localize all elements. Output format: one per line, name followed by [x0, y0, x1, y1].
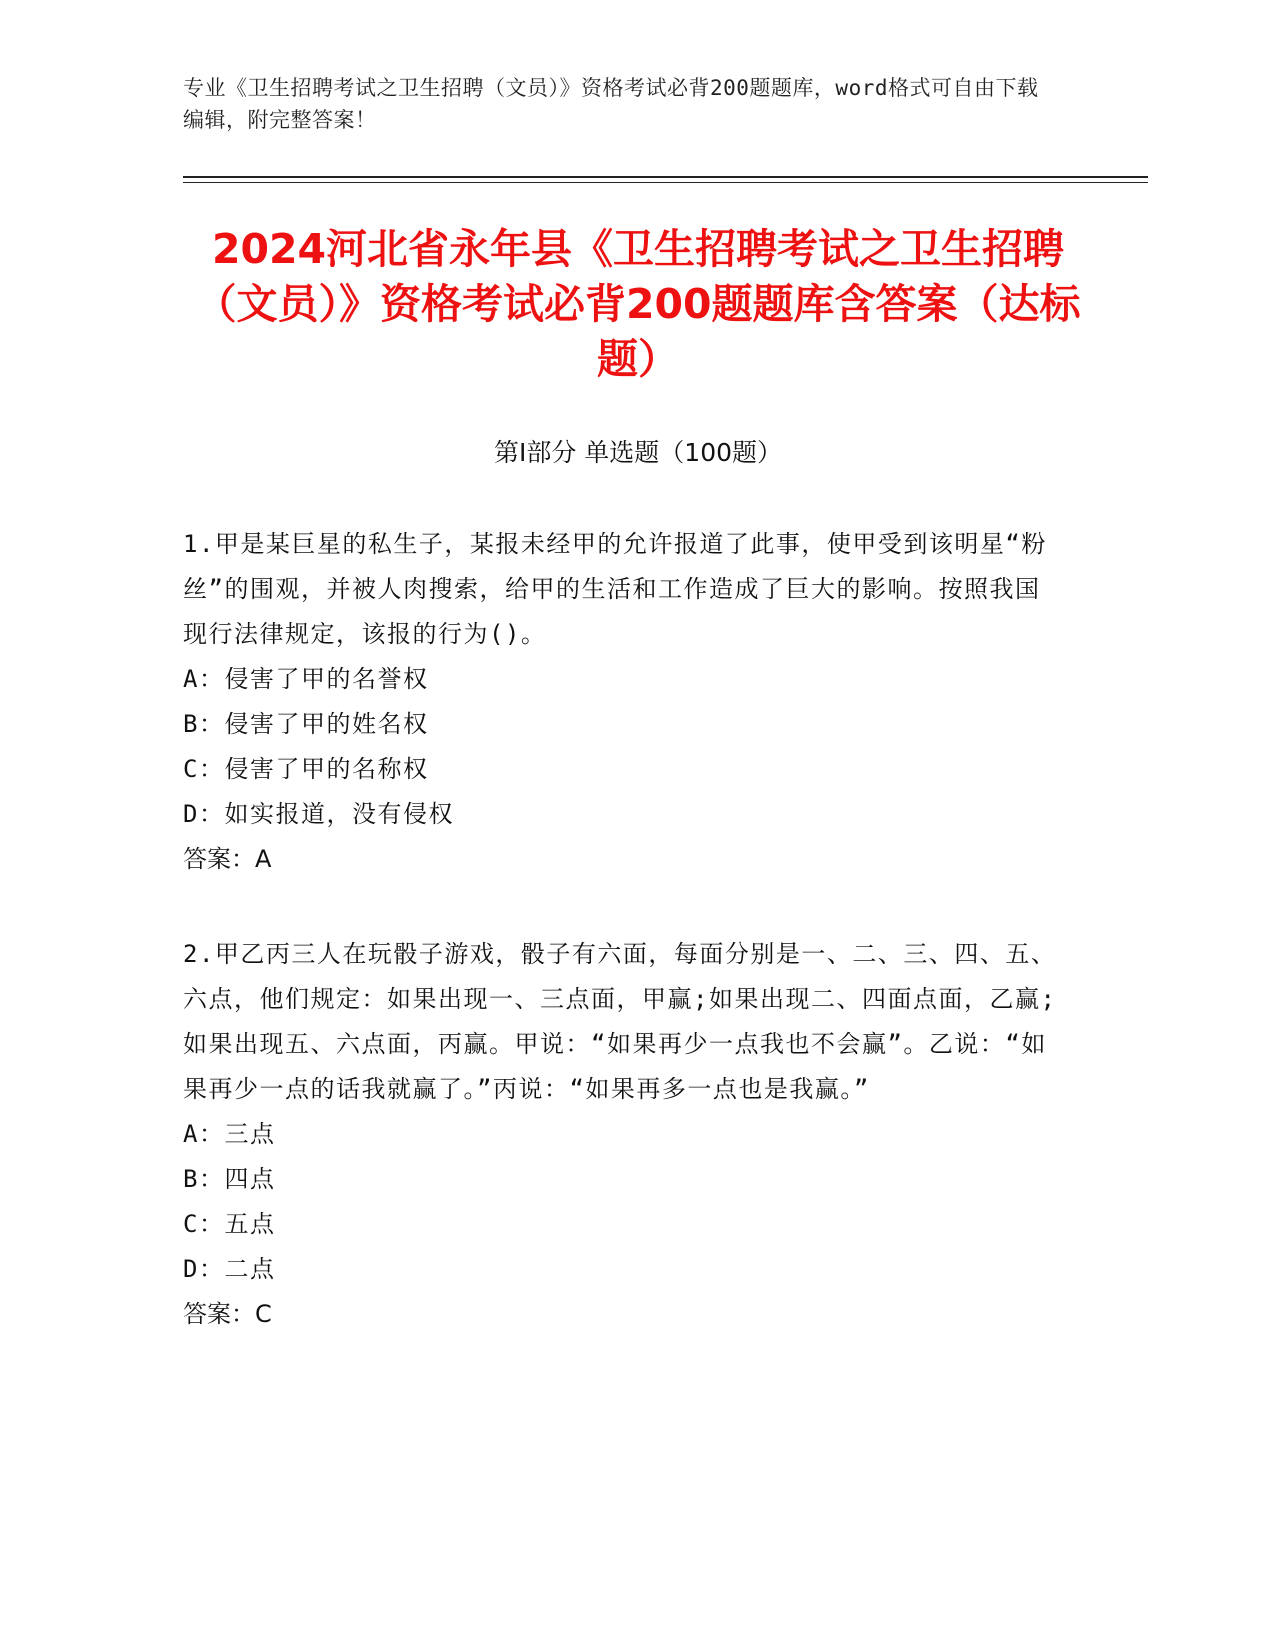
question-text: 2.甲乙丙三人在玩骰子游戏，骰子有六面，每面分别是一、二、三、四、五、六点，他们规定：如果出现一、三点面，甲赢;如果出现二、四面点面，乙赢;如果出现五、六点面，丙赢。甲说：“如果再少一点我也不会赢”。乙说：“如果再少一点的话我就赢了。”丙说：“如果再多一点也是我赢。”: [183, 940, 1057, 1103]
option-d: D：二点: [183, 1255, 276, 1283]
header-rule-thick: [183, 176, 1148, 178]
question-text: 1.甲是某巨星的私生子，某报未经甲的允许报道了此事，使甲受到该明星“粉丝”的围观，并被人肉搜索，给甲的生活和工作造成了巨大的影响。按照我国现行法律规定，该报的行为()。: [183, 530, 1047, 648]
answer: 答案：A: [183, 845, 272, 873]
question-1: [183, 522, 1063, 882]
header-note: 专业《卫生招聘考试之卫生招聘（文员）》资格考试必背200题题库，word格式可自由下载编辑，附完整答案！: [183, 76, 1039, 132]
option-c: C：五点: [183, 1210, 276, 1238]
section-title: 第Ⅰ部分 单选题（100题）: [493, 438, 783, 467]
option-c: C：侵害了甲的名称权: [183, 755, 429, 783]
question-2: [183, 932, 1063, 1337]
answer: 答案：C: [183, 1300, 272, 1328]
option-a: A：三点: [183, 1120, 276, 1148]
option-a: A：侵害了甲的名誉权: [183, 665, 429, 693]
option-d: D：如实报道，没有侵权: [183, 800, 454, 828]
option-b: B：侵害了甲的姓名权: [183, 710, 429, 738]
header-rule-thin: [183, 182, 1148, 183]
document-title: 2024河北省永年县《卫生招聘考试之卫生招聘（文员）》资格考试必背200题题库含答案（达标题）: [195, 225, 1081, 383]
option-b: B：四点: [183, 1165, 276, 1193]
